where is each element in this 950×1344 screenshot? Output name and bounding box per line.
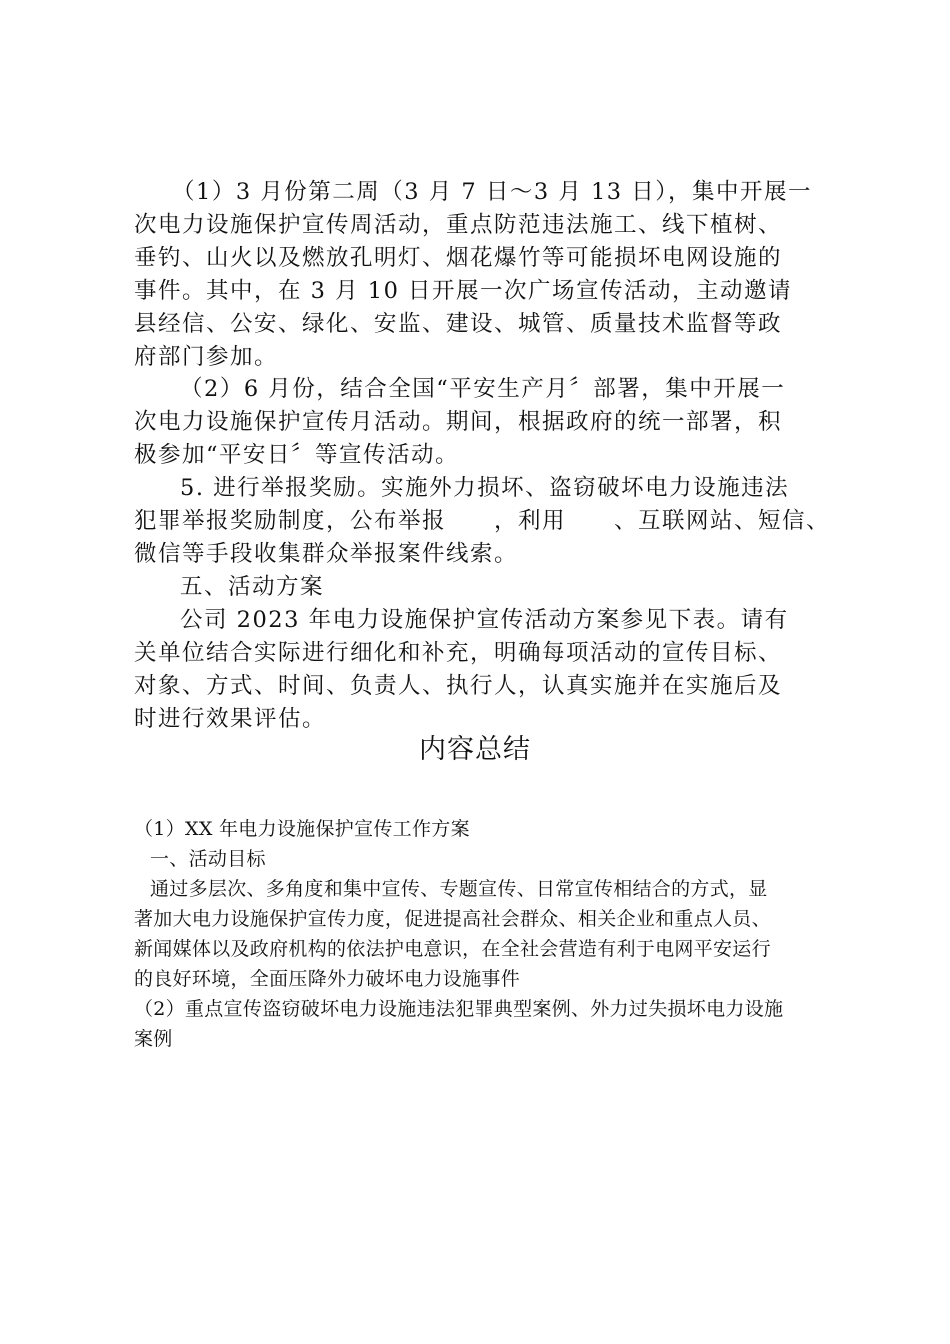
paragraph-line: 时进行效果评估。	[134, 706, 327, 732]
summary-line: （2）重点宣传盗窃破坏电力设施违法犯罪典型案例、外力过失损坏电力设施	[134, 998, 784, 1020]
paragraph-line: 5. 进行举报奖励。实施外力损坏、盗窃破坏电力设施违法	[180, 475, 790, 501]
paragraph-line: 极参加“平安日〞等宣传活动。	[134, 442, 460, 468]
summary-title: 内容总结	[419, 734, 531, 765]
paragraph-line: 关单位结合实际进行细化和补充，明确每项活动的宣传目标、	[134, 640, 783, 666]
summary-line: 新闻媒体以及政府机构的依法护电意识，在全社会营造有利于电网平安运行	[134, 938, 771, 960]
paragraph-line: 次电力设施保护宣传月活动。期间，根据政府的统一部署，积	[134, 409, 783, 435]
section-heading: 五、活动方案	[180, 574, 325, 600]
paragraph-line: 垂钓、山火以及燃放孔明灯、烟花爆竹等可能损坏电网设施的	[134, 245, 783, 271]
paragraph-line: 公司 2023 年电力设施保护宣传活动方案参见下表。请有	[180, 607, 789, 633]
summary-line: （1）XX 年电力设施保护宣传工作方案	[134, 818, 470, 840]
paragraph-line: 事件。其中，在 3 月 10 日开展一次广场宣传活动，主动邀请	[134, 278, 793, 304]
paragraph-line: （2）6 月份，结合全国“平安生产月〞部署，集中开展一	[180, 376, 786, 402]
paragraph-line: 府部门参加。	[134, 344, 279, 370]
paragraph-line: （1）3 月份第二周（3 月 7 日～3 月 13 日），集中开展一	[172, 179, 813, 205]
summary-line: 通过多层次、多角度和集中宣传、专题宣传、日常宣传相结合的方式，显	[150, 878, 768, 900]
paragraph-line: 次电力设施保护宣传周活动，重点防范违法施工、线下植树、	[134, 212, 783, 238]
paragraph-line: 微信等手段收集群众举报案件线索。	[134, 541, 519, 567]
paragraph-line: 县经信、公安、绿化、安监、建设、城管、质量技术监督等政	[134, 311, 783, 337]
paragraph-line: 犯罪举报奖励制度，公布举报 ，利用 、互联网站、短信、	[134, 508, 831, 534]
summary-line: 的良好环境，全面压降外力破坏电力设施事件	[134, 968, 521, 990]
summary-line: 一、活动目标	[150, 848, 266, 870]
summary-line: 案例	[134, 1028, 173, 1050]
summary-line: 著加大电力设施保护宣传力度，促进提高社会群众、相关企业和重点人员、	[134, 908, 771, 930]
paragraph-line: 对象、方式、时间、负责人、执行人，认真实施并在实施后及	[134, 673, 783, 699]
